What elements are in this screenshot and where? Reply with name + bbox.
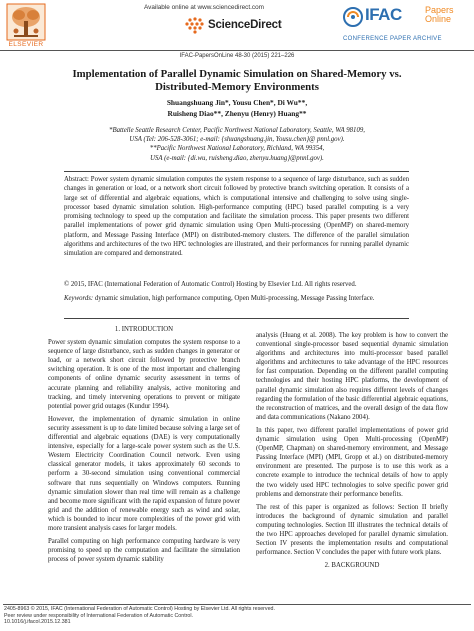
sciencedirect-brand: ScienceDirect bbox=[208, 19, 282, 31]
body-paragraph: The rest of this paper is organized as follows: Section II briefly introduces the background of dynamic simulation and parallel computing technologies. Section III illustrates the technical details of the two HPC approaches developed for parallel dynamic simulation. Section IV presents the implementation results and computational performance. Section V concludes the paper with future work plans. bbox=[256, 503, 448, 557]
journal-header bbox=[0, 0, 474, 52]
section-heading-introduction: 1. INTRODUCTION bbox=[114, 326, 174, 333]
paper-title bbox=[30, 68, 444, 94]
footer-notice bbox=[4, 606, 470, 626]
abstract: Abstract: Power system dynamic simulation computes the system response to a sequence of large disturbance, such as sudden changes in generation or load, or a network short circuit followed by protective branch switching operation. It consists of a large set of differential and algebraic equations, which is computational intensive and challenging to solve using single-processor based dynamic simulation solution. High-performance computing (HPC) based parallel computing is a very promising technology to speed up the computation and facilitate the simulation process. This paper presents two different parallel implementations of power grid dynamic simulation using Open Multi-processing (OpenMP) on shared-memory platform, and Message Passing Interface (MPI) on distributed-memory clusters. The difference of the parallel simulation algorithms and architectures of the two HPC technologies are illustrated, and their performances for running parallel dynamic simulation are compared and demonstrated. bbox=[64, 176, 409, 257]
author-line: Shuangshuang Jin*, Yousu Chen*, Di Wu**, bbox=[166, 98, 308, 107]
affiliation-line: USA (e-mail: {di.wu, ruisheng.diao, zhenyu.huang}@pnnl.gov). bbox=[150, 154, 324, 162]
affiliations bbox=[30, 126, 444, 163]
footer-line: 2405-8963 © 2015, IFAC (International Federation of Automatic Control) Hosting by Elsevier Ltd. All rights reserved. bbox=[4, 606, 275, 612]
body-paragraph: Parallel computing on high performance computing hardware is very promising to speed up the computation and facilitate the simulation process of power system dynamic stability bbox=[48, 538, 240, 564]
footer-divider bbox=[3, 604, 471, 605]
doi-link[interactable]: 10.1016/j.ifacol.2015.12.381 bbox=[4, 619, 71, 626]
ifac-name: IFAC bbox=[365, 5, 402, 24]
ifac-emblem-icon bbox=[343, 7, 363, 27]
footer-line: Peer review under responsibility of International Federation of Automatic Control. bbox=[4, 612, 194, 619]
journal-citation: IFAC-PapersOnLine 48-30 (2015) 221–226 bbox=[179, 53, 295, 59]
affiliation-line: *Battelle Seattle Research Center, Pacific Northwest National Laboratory, Seattle, WA 98109, bbox=[109, 127, 365, 134]
ifac-subtitle: CONFERENCE PAPER ARCHIVE bbox=[343, 36, 442, 42]
keywords-text: dynamic simulation, high performance computing, Open Multi-processing, Message Passing Interface. bbox=[94, 295, 375, 302]
body-paragraph: In this paper, two different parallel implementations of power grid dynamic simulation using Open Multi-processing (OpenMP) (OpenMP, Chapman) on shared-memory environment, and Message Passing Interface (MPI) (MPI, Gropp et al.) on distributed-memory environment are presented. The purpose is to use this work as a concrete example to introduce the technical details of how to apply the two widely used HPC technologies to solve specific power grid problems and demonstrate their performance benefits. bbox=[256, 426, 448, 498]
body-paragraph: analysis (Huang et al. 2008). The key problem is how to convert the conventional single-processor based sequential dynamic simulation algorithms and architectures into multi-processor based parallel algorithms and architectures to take advantage of the HPC resources for fast computation. Depending on the different parallel computing technologies and their hosting HPC platforms, the development of parallel dynamic simulation also requires different levels of changes regarding the formulation of the basic differential algebraic equations, the reconstruction of matrices, and the overall design of the data flow and data communications (Nakano 2004). bbox=[256, 332, 448, 421]
abstract-top-rule bbox=[64, 171, 409, 172]
available-online-text: Available online at www.sciencedirect.com bbox=[144, 4, 264, 11]
paper-title-line: Implementation of Parallel Dynamic Simulation on Shared-Memory vs. bbox=[72, 68, 402, 80]
ifac-papersonline-logo bbox=[343, 5, 471, 47]
copyright-notice: © 2015, IFAC (International Federation of Automatic Control) Hosting by Elsevier Ltd. All rights reserved. bbox=[64, 281, 357, 288]
ifac-online-label: Online bbox=[425, 13, 452, 24]
body-right-column bbox=[256, 331, 448, 574]
keywords-label: Keywords: bbox=[64, 295, 94, 302]
body-paragraph: However, the implementation of dynamic simulation in online security assessment is up to date limited because solving a large set of differential and algebraic equations (DAE) is very computationally intensive, especially for a large-scale power system such as the U.S. Western Electricity Coordination Council network. Even using classical generator models, it takes approximately 60 seconds to perform a 30-second simulation using conventional commercial software that runs sequentially on Windows computers. Running dynamic simulation slower than real time will remain as a challenge and become more significant with the rapid expansion of future power grid and the addition of renewable energy such as wind and solar, which is bounded to incur more complexities of the power grid with more transient analysis cases for larger models. bbox=[48, 415, 240, 532]
abstract-bottom-rule bbox=[64, 318, 409, 319]
affiliation-line: USA (Tel: 206-528-3061; e-mail: {shuangshuang.jin, Yousu.chen}@ pnnl.gov). bbox=[129, 136, 345, 144]
ifac-papers-label: Papers bbox=[425, 5, 454, 15]
keywords bbox=[64, 294, 409, 303]
ifac-papers-online bbox=[425, 6, 454, 23]
author-list bbox=[30, 98, 444, 119]
elsevier-label: ELSEVIER bbox=[8, 41, 44, 48]
paper-title-line: Distributed-Memory Environments bbox=[155, 81, 319, 93]
header-divider bbox=[0, 50, 474, 51]
body-left-column bbox=[48, 325, 240, 568]
section-heading-background: 2. BACKGROUND bbox=[324, 562, 380, 570]
author-line: Ruisheng Diao**, Zhenyu (Henry) Huang** bbox=[167, 108, 307, 118]
elsevier-tree-logo bbox=[6, 3, 46, 41]
body-paragraph: Power system dynamic simulation computes the system response to a sequence of large disturbance, such as sudden changes in generator or load, or a network short circuit followed by protective branch switching operation. It is one of the most important and challenging components of online dynamic security assessment in terms of accurate planning and reliability analysis, active monitoring and tracking, and timely intervening operations to prevent or mitigate potential power grid outages (Kundur 1994). bbox=[48, 339, 240, 410]
affiliation-line: **Pacific Northwest National Laboratory, Richland, WA 99354, bbox=[149, 145, 325, 153]
